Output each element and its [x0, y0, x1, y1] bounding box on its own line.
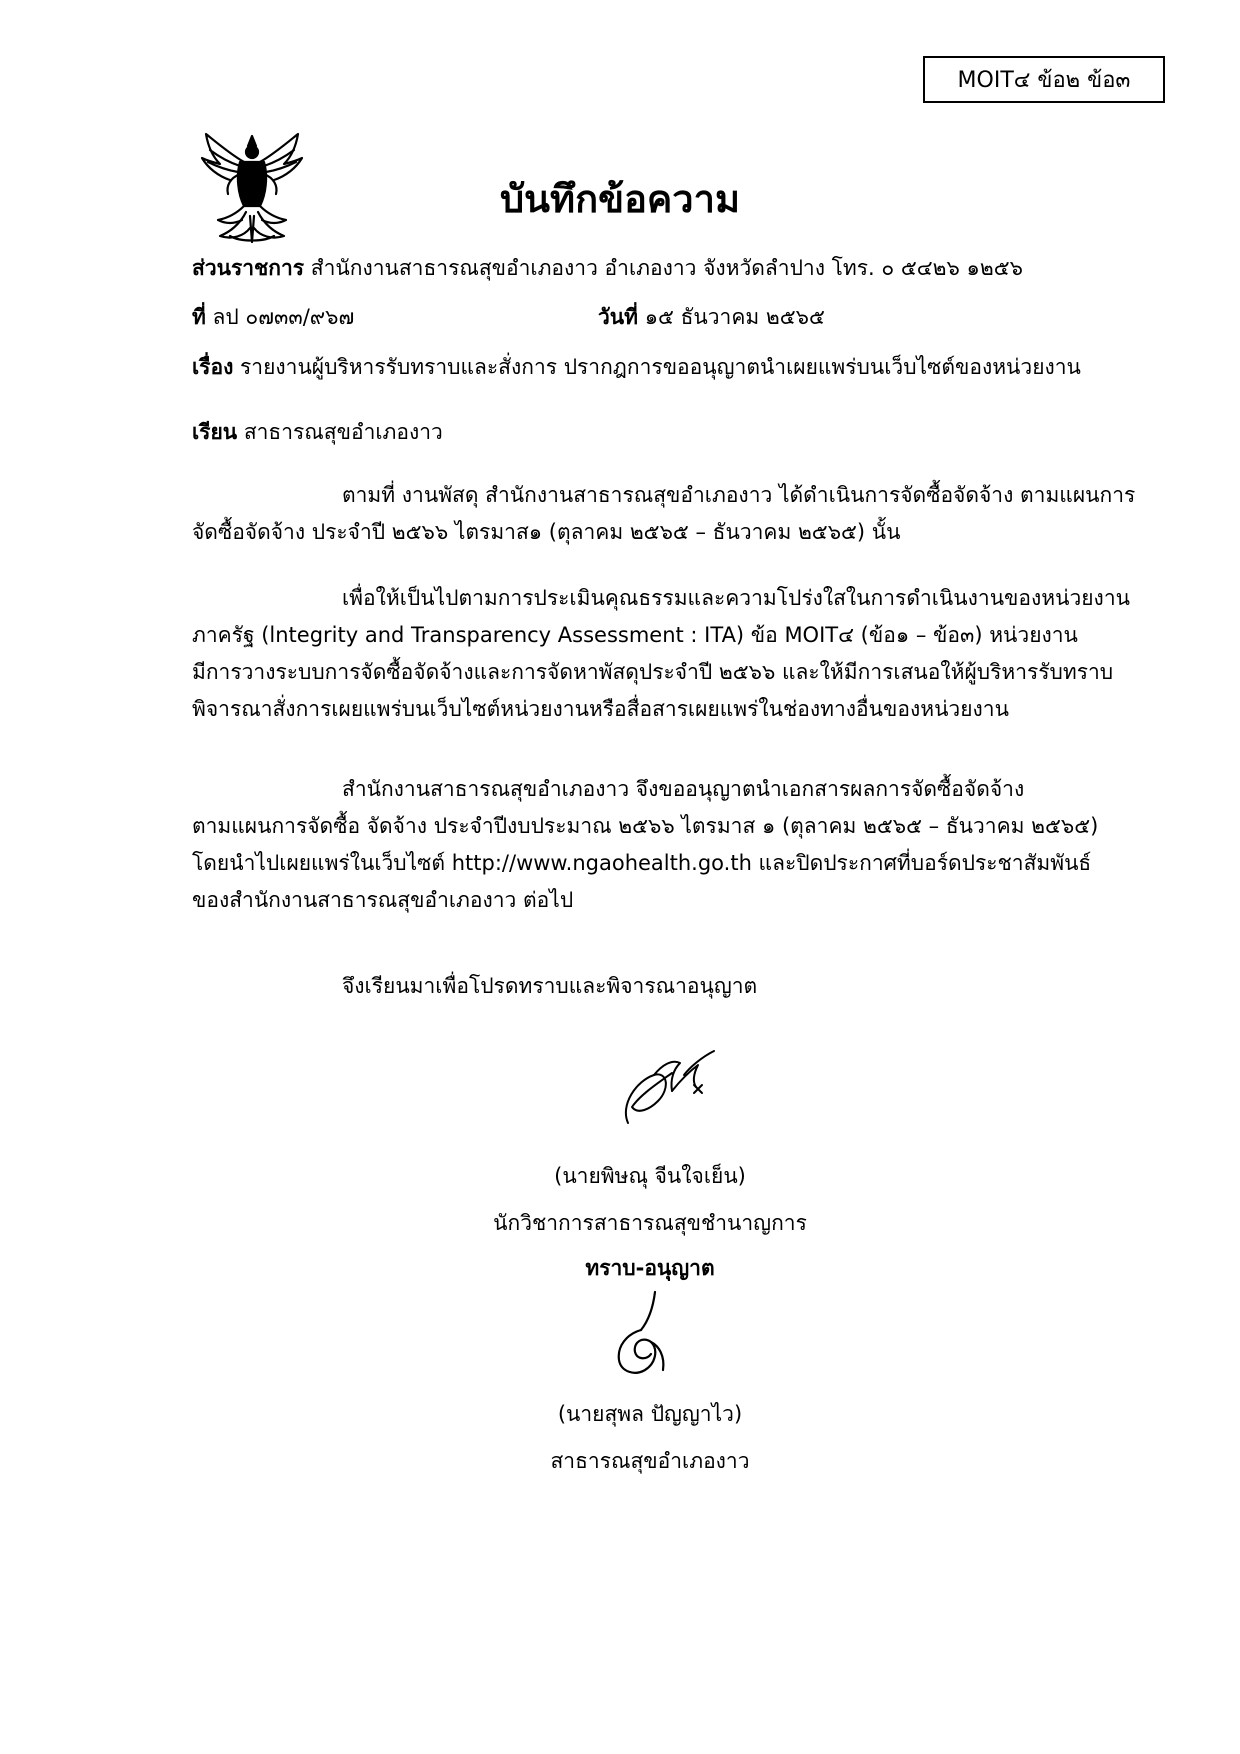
- paragraph-line: จัดซื้อจัดจ้าง ประจำปี ๒๕๖๖ ไตรมาส๑ (ตุลาคม ๒๕๖๕ – ธันวาคม ๒๕๖๕) นั้น: [192, 520, 901, 544]
- agency-line: [192, 254, 1023, 282]
- garuda-emblem-icon: [200, 132, 304, 244]
- paragraph-line: สำนักงานสาธารณสุขอำเภองาว จึงขออนุญาตนำเอกสารผลการจัดซื้อจัดจ้าง: [342, 777, 1025, 801]
- date-label: วันที่: [598, 305, 638, 329]
- to-label: เรียน: [192, 420, 238, 444]
- signer-2-name: (นายสุพล ปัญญาไว): [557, 1402, 743, 1426]
- signature-1-icon: [610, 1045, 720, 1130]
- signer-2-position: สาธารณสุขอำเภองาว: [550, 1449, 750, 1473]
- signer-1-name: (นายพิษณุ จีนใจเย็น): [554, 1164, 746, 1188]
- to-line: [192, 418, 443, 446]
- reference-box: MOIT๔ ข้อ๒ ข้อ๓: [923, 56, 1165, 103]
- paragraph-line: ตามแผนการจัดซื้อ จัดจ้าง ประจำปีงบประมาณ ๒๕๖๖ ไตรมาส ๑ (ตุลาคม ๒๕๖๕ – ธันวาคม ๒๕๖๕): [192, 814, 1099, 838]
- date-line: [598, 303, 825, 331]
- number-value: ลป ๐๗๓๓/๙๖๗: [212, 305, 355, 329]
- paragraph-line: พิจารณาสั่งการเผยแพร่บนเว็บไซต์หน่วยงานหรือสื่อสารเผยแพร่ในช่องทางอื่นของหน่วยงาน: [192, 697, 1009, 721]
- closing-line: จึงเรียนมาเพื่อโปรดทราบและพิจารณาอนุญาต: [342, 974, 758, 998]
- approval-text: ทราบ-อนุญาต: [585, 1256, 715, 1280]
- number-line: [192, 303, 354, 331]
- subject-value: รายงานผู้บริหารรับทราบและสั่งการ ปรากฎการขออนุญาตนำเผยแพร่บนเว็บไซต์ของหน่วยงาน: [240, 355, 1081, 379]
- paragraph-3: [192, 771, 1112, 919]
- paragraph-1: [192, 477, 1136, 551]
- paragraph-line: ภาครัฐ (lntegrity and Transparency Assessment : ITA) ข้อ MOIT๔ (ข้อ๑ – ข้อ๓) หน่วยงาน: [192, 623, 1078, 647]
- agency-value: สำนักงานสาธารณสุขอำเภองาว อำเภองาว จังหวัดลำปาง โทร. ๐ ๕๔๒๖ ๑๒๕๖: [310, 256, 1023, 280]
- paragraph-line: ของสำนักงานสาธารณสุขอำเภองาว ต่อไป: [192, 888, 574, 912]
- paragraph-line: โดยนำไปเผยแพร่ในเว็บไซต์ http://www.ngaohealth.go.th และปิดประกาศที่บอร์ดประชาสัมพันธ์: [192, 851, 1092, 875]
- subject-line: [192, 353, 1081, 381]
- signer-1-position: นักวิชาการสาธารณสุขชำนาญการ: [493, 1211, 807, 1235]
- paragraph-line: มีการวางระบบการจัดซื้อจัดจ้างและการจัดหาพัสดุประจำปี ๒๕๖๖ และให้มีการเสนอให้ผู้บริหารรับทราบ: [192, 660, 1114, 684]
- signature-2-icon: [605, 1290, 675, 1380]
- number-label: ที่: [192, 305, 206, 329]
- subject-label: เรื่อง: [192, 355, 234, 379]
- document-title: บันทึกข้อความ: [499, 177, 741, 221]
- paragraph-line: เพื่อให้เป็นไปตามการประเมินคุณธรรมและความโปร่งใสในการดำเนินงานของหน่วยงาน: [342, 586, 1130, 610]
- agency-label: ส่วนราชการ: [192, 256, 305, 280]
- to-value: สาธารณสุขอำเภองาว: [243, 420, 443, 444]
- paragraph-2: [192, 580, 1130, 728]
- paragraph-line: ตามที่ งานพัสดุ สำนักงานสาธารณสุขอำเภองาว ได้ดำเนินการจัดซื้อจัดจ้าง ตามแผนการ: [342, 483, 1136, 507]
- date-value: ๑๕ ธันวาคม ๒๕๖๕: [644, 305, 825, 329]
